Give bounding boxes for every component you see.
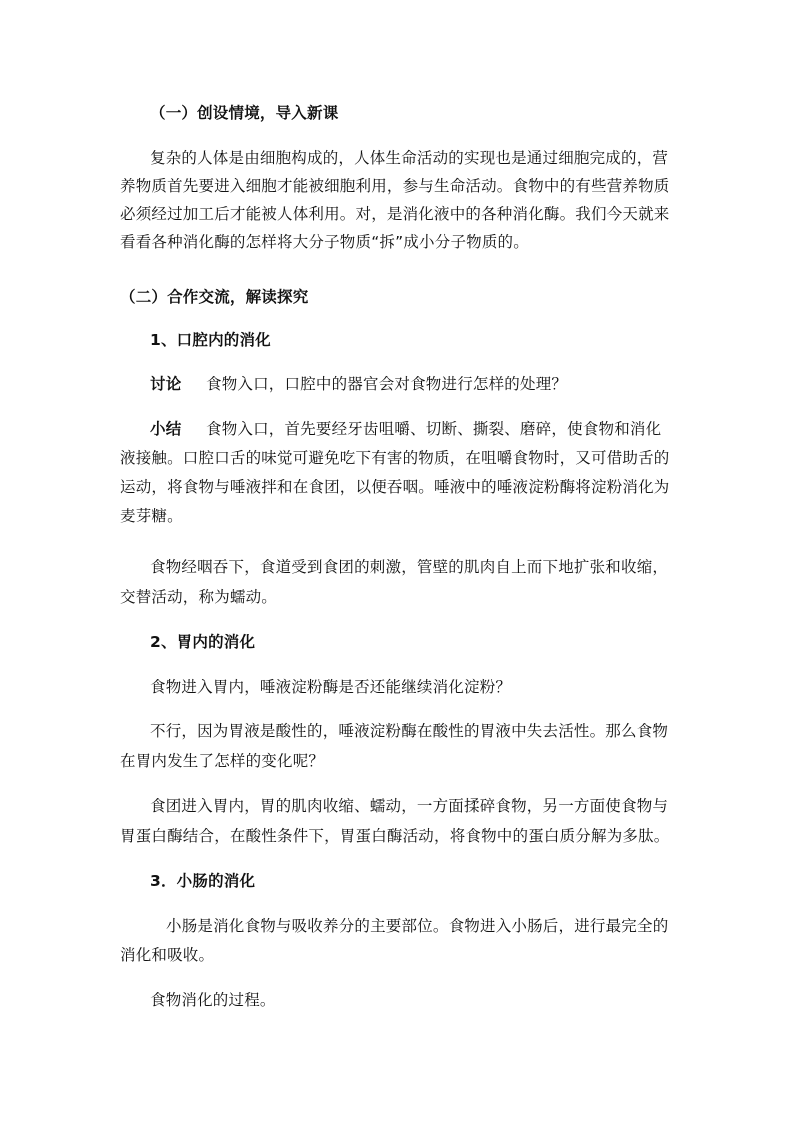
- section2-heading: （二）合作交流，解读探究: [120, 288, 309, 306]
- summary-line-1: [150, 419, 661, 439]
- sub3-para-line-1: 小肠是消化食物与吸收养分的主要部位。食物进入小肠后，进行最完全的: [166, 917, 669, 935]
- section1-line-1: 复杂的人体是由细胞构成的，人体生命活动的实现也是通过细胞完成的，营: [150, 149, 669, 167]
- summary-line-3: 运动，将食物与唾液拌和在食团，以便吞咽。唾液中的唾液淀粉酶将淀粉消化为: [120, 478, 670, 496]
- sub2-para-line-2: 胃蛋白酶结合，在酸性条件下，胃蛋白酶活动，将食物中的蛋白质分解为多肽。: [120, 827, 670, 845]
- sub2-heading: 2、胃内的消化: [150, 633, 256, 651]
- section1-line-4: 看看各种消化酶的怎样将大分子物质“拆”成小分子物质的。: [120, 233, 529, 251]
- summary-line-4: 麦芽糖。: [120, 507, 183, 525]
- sub1-para-line-2: 交替活动，称为蠕动。: [120, 588, 278, 606]
- summary-line-2: 液接触。口腔口舌的味觉可避免吃下有害的物质，在咀嚼食物时，又可借助舌的: [120, 449, 670, 467]
- discuss-text: 食物入口，口腔中的器官会对食物进行怎样的处理？: [206, 375, 568, 393]
- sub1-heading: 1、口腔内的消化: [150, 331, 271, 349]
- sub2-question: 食物进入胃内，唾液淀粉酶是否还能继续消化淀粉？: [150, 678, 512, 696]
- sub1-para-line-1: 食物经咽吞下，食道受到食团的刺激，管壁的肌肉自上而下地扩张和收缩，: [150, 558, 669, 576]
- sub3-para-line-2: 消化和吸收。: [120, 946, 215, 964]
- section1-heading: （一）创设情境，导入新课: [150, 104, 339, 122]
- summary-label: 小结: [150, 420, 182, 438]
- sub2-answer-line-1: 不行，因为胃液是酸性的，唾液淀粉酶在酸性的胃液中失去活性。那么食物: [150, 722, 669, 740]
- sub2-para-line-1: 食团进入胃内，胃的肌肉收缩、蠕动，一方面揉碎食物，另一方面使食物与: [150, 797, 669, 815]
- sub2-answer-line-2: 在胃内发生了怎样的变化呢？: [120, 752, 325, 770]
- sub3-closing: 食物消化的过程。: [150, 991, 276, 1009]
- discuss-label: 讨论: [150, 375, 182, 393]
- sub3-heading: 3．小肠的消化: [150, 872, 256, 890]
- discuss-line: [150, 374, 567, 394]
- section1-line-2: 养物质首先要进入细胞才能被细胞利用，参与生命活动。食物中的有些营养物质: [120, 177, 670, 195]
- section1-line-3: 必须经过加工后才能被人体利用。对，是消化液中的各种消化酶。我们今天就来: [120, 205, 670, 223]
- summary-text-1: 食物入口，首先要经牙齿咀嚼、切断、撕裂、磨碎，使食物和消化: [206, 420, 662, 438]
